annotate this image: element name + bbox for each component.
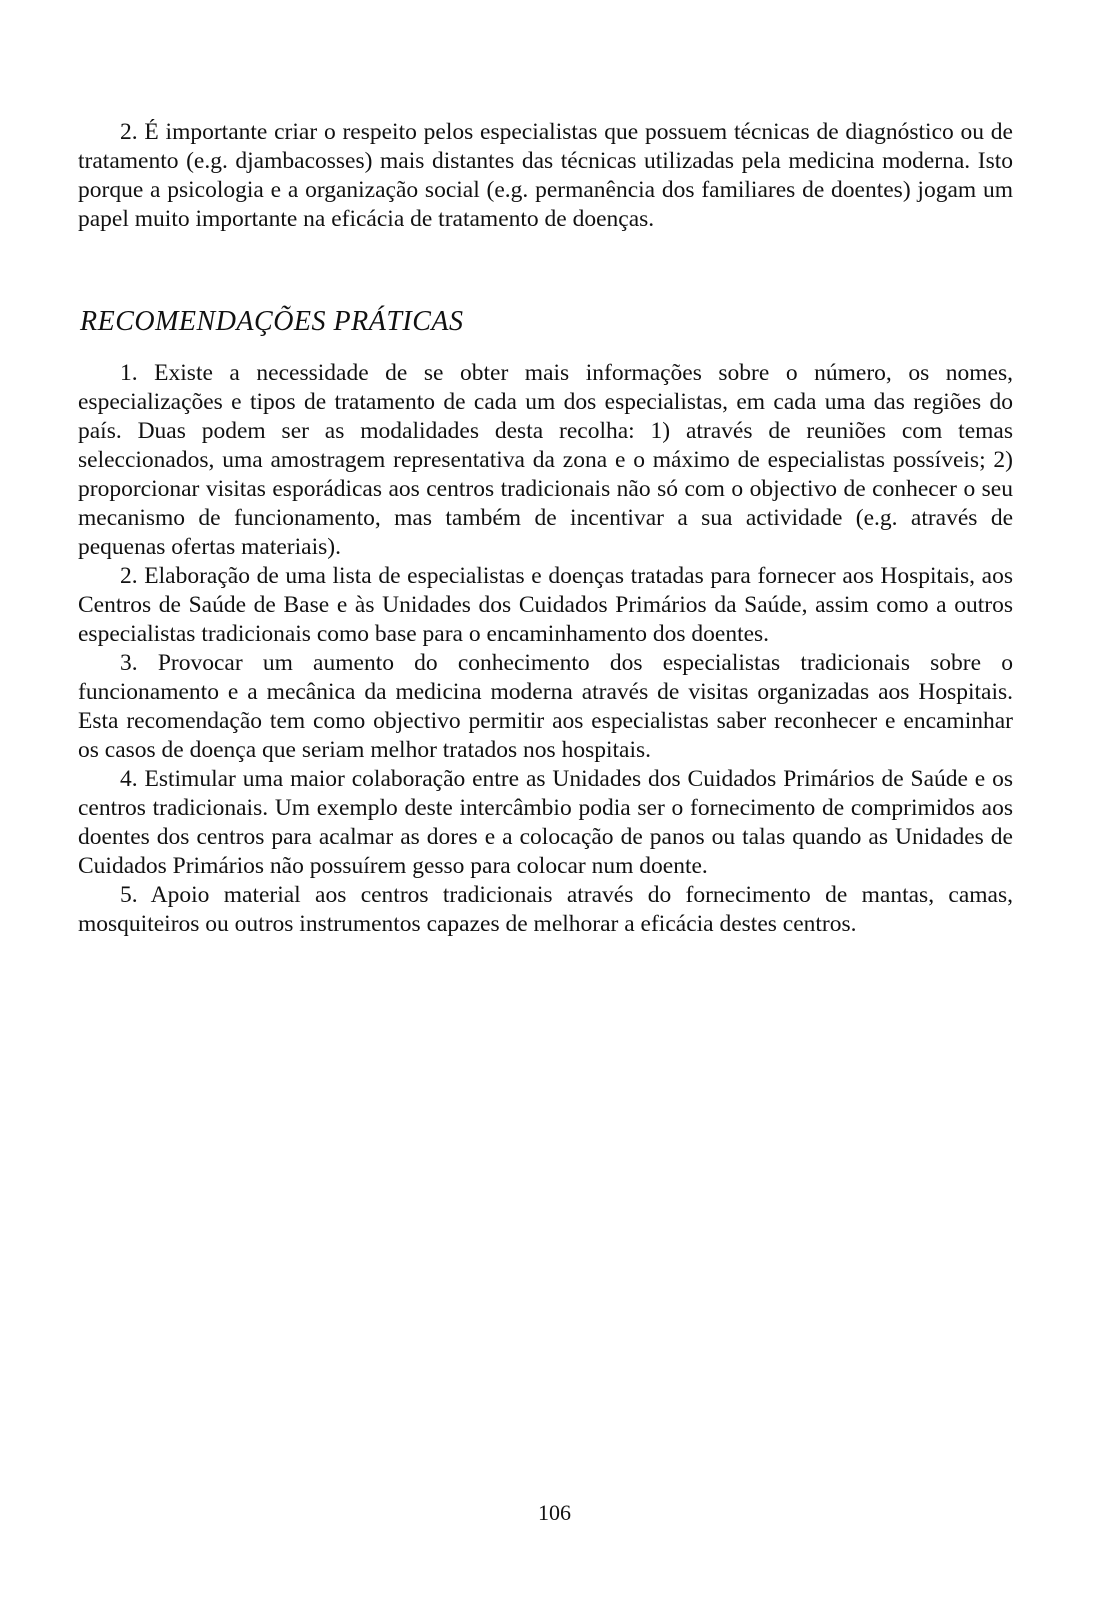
recommendation-item-3: 3. Provocar um aumento do conhecimento dos especialistas tradicionais sobre o funcionamento e a mecânica da medicina moderna através de visitas organizadas aos Hospitais. Esta recomendação tem como objectivo permitir aos especialistas saber reconhecer e encaminhar os casos de doença que seriam melhor tratados nos hospitais. xyxy=(78,650,1013,763)
recommendation-item-1: 1. Existe a necessidade de se obter mais informações sobre o número, os nomes, especializações e tipos de tratamento de cada um dos especialistas, em cada uma das regiões do país. Duas podem ser as modalidades desta recolha: 1) através de reuniões com temas seleccionados, uma amostragem representativa da zona e o máximo de especialistas possíveis; 2) proporcionar visitas esporádicas aos centros tradicionais não só com o objectivo de conhecer o seu mecanismo de funcionamento, mas também de incentivar a sua actividade (e.g. através de pequenas ofertas materiais). xyxy=(78,360,1013,560)
recommendation-item-4: 4. Estimular uma maior colaboração entre as Unidades dos Cuidados Primários de Saúde e os centros tradicionais. Um exemplo deste intercâmbio podia ser o fornecimento de comprimidos aos doentes dos centros para acalmar as dores e a colocação de panos ou talas quando as Unidades de Cuidados Primários não possuírem gesso para colocar num doente. xyxy=(78,766,1013,879)
recommendation-item-2: 2. Elaboração de uma lista de especialistas e doenças tratadas para fornecer aos Hospitais, aos Centros de Saúde de Base e às Unidades dos Cuidados Primários da Saúde, assim como a outros especialistas tradicionais como base para o encaminhamento dos doentes. xyxy=(78,563,1013,647)
recommendation-item-5: 5. Apoio material aos centros tradicionais através do fornecimento de mantas, camas, mosquiteiros ou outros instrumentos capazes de melhorar a eficácia destes centros. xyxy=(78,882,1013,937)
document-page xyxy=(78,118,1013,939)
recommendations-list xyxy=(78,359,1013,939)
intro-paragraph: 2. É importante criar o respeito pelos especialistas que possuem técnicas de diagnóstico ou de tratamento (e.g. djambacosses) mais distantes das técnicas utilizadas pela medicina moderna. Isto porque a psicologia e a organização social (e.g. permanência dos familiares de doentes) jogam um papel muito importante na eficácia de tratamento de doenças. xyxy=(78,119,1013,232)
section-heading: RECOMENDAÇÕES PRÁTICAS xyxy=(80,306,464,337)
page-number: 106 xyxy=(538,1500,571,1525)
